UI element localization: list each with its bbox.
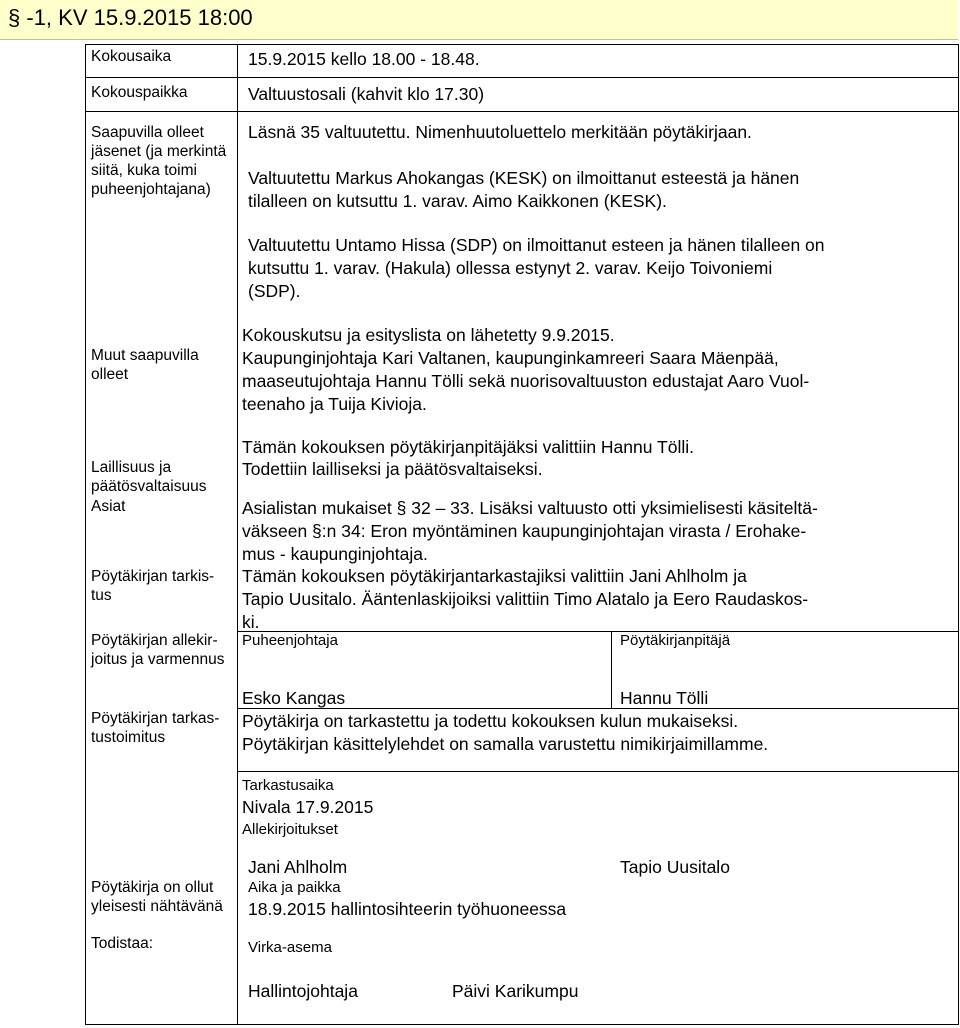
label-muut: [91, 346, 199, 384]
section-title: -1, KV 15.9.2015 18:00: [26, 5, 253, 30]
section-header: [8, 5, 253, 31]
label-line: Pöytäkirjan allekir-: [91, 632, 218, 649]
text-line: tilalleen on kutsuttu 1. varav. Aimo Kaikkonen (KESK).: [248, 191, 667, 211]
text-line: Asialistan mukaiset § 32 – 33. Lisäksi valtuusto otti yksimielisesti käsiteltä-: [242, 498, 818, 518]
value-virka-name: Päivi Karikumpu: [452, 981, 579, 1001]
label-nahtavana: [91, 878, 223, 916]
value-asiat: [242, 497, 818, 566]
label-virka-asema: Virka-asema: [248, 939, 332, 956]
value-kokouskutsu: Kokouskutsu ja esityslista on lähetetty 9.9.2015.: [242, 325, 615, 345]
label-line: Laillisuus ja: [91, 459, 172, 476]
label-line: Pöytäkirjan tarkas-: [91, 710, 220, 727]
text-line: Kaupunginjohtaja Kari Valtanen, kaupunginkamreeri Saara Mäenpää,: [242, 348, 779, 368]
value-laillisuus: Todettiin lailliseksi ja päätösvaltaiseksi.: [242, 459, 543, 479]
label-line: siitä, kuka toimi: [91, 162, 197, 179]
label-laillisuus: [91, 458, 206, 496]
label-allekirjoitukset: Allekirjoitukset: [242, 821, 338, 838]
tarkastus-divider: [237, 771, 959, 772]
label-kokouspaikka: Kokouspaikka: [91, 84, 188, 101]
text-line: (SDP).: [248, 281, 301, 301]
text-line: Pöytäkirjan käsittelylehdet on samalla varustettu nimikirjaimillamme.: [242, 734, 769, 754]
value-muut: [242, 347, 809, 416]
label-line: tus: [91, 587, 112, 604]
label-line: Pöytäkirja on ollut: [91, 879, 214, 896]
signer-ahlholm: Jani Ahlholm: [248, 857, 348, 877]
label-asiat: Asiat: [91, 498, 126, 515]
row-divider-2: [85, 111, 959, 112]
row-divider-1: [85, 77, 959, 78]
text-line: Tapio Uusitalo. Ääntenlaskijoiksi valittiin Timo Alatalo ja Eero Raudaskos-: [242, 589, 809, 609]
label-line: Saapuvilla olleet: [91, 124, 204, 141]
label-line: tustoimitus: [91, 729, 166, 746]
text-line: mus - kaupunginjohtaja.: [242, 544, 428, 564]
text-line: maaseutujohtaja Hannu Tölli sekä nuorisovaltuuston edustajat Aaro Vuol-: [242, 371, 810, 391]
value-aika-paikka: 18.9.2015 hallintosihteerin työhuoneessa: [248, 899, 567, 919]
value-tarkastajat: [242, 565, 808, 634]
signature-divider: [611, 631, 612, 708]
text-line: kutsuttu 1. varav. (Hakula) ollessa estynyt 2. varav. Keijo Toivoniemi: [248, 258, 773, 278]
text-line: ki.: [242, 612, 260, 632]
text-line: teenaho ja Tuija Kivioja.: [242, 394, 427, 414]
signature-puheenjohtaja: Esko Kangas: [242, 688, 346, 708]
text-line: Tämän kokouksen pöytäkirjantarkastajiksi valittiin Jani Ahlholm ja: [242, 566, 747, 586]
label-line: Pöytäkirjan tarkis-: [91, 568, 215, 585]
value-virka-asema: Hallintojohtaja: [248, 981, 358, 1001]
label-tarkastusaika: Tarkastusaika: [242, 777, 334, 794]
label-aika-paikka: Aika ja paikka: [248, 879, 341, 896]
value-ahokangas: [248, 167, 799, 213]
label-poytakirjanpitaja: Pöytäkirjanpitäjä: [620, 632, 731, 649]
text-line: väkseen §:n 34: Eron myöntäminen kaupunginjohtajan virasta / Erohake-: [242, 521, 807, 541]
value-tarkastettu: [242, 710, 768, 756]
label-line: yleisesti nähtävänä: [91, 898, 223, 915]
label-todistaa: Todistaa:: [91, 935, 154, 952]
label-line: joitus ja varmennus: [91, 651, 225, 668]
text-line: Pöytäkirja on tarkastettu ja todettu kokouksen kulun mukaiseksi.: [242, 711, 739, 731]
label-puheenjohtaja: Puheenjohtaja: [242, 632, 338, 649]
signature-poytakirjanpitaja: Hannu Tölli: [620, 688, 709, 708]
label-line: puheenjohtajana): [91, 181, 211, 198]
label-allekirjoitus: [91, 631, 225, 669]
column-divider: [237, 44, 238, 1025]
signer-uusitalo: Tapio Uusitalo: [620, 857, 730, 877]
label-tarkistus: [91, 567, 214, 605]
value-lasna: Läsnä 35 valtuutettu. Nimenhuutoluettelo merkitään pöytäkirjaan.: [248, 122, 752, 142]
text-line: Valtuutettu Untamo Hissa (SDP) on ilmoittanut esteen ja hänen tilalleen on: [248, 235, 825, 255]
label-saapuvilla: [91, 123, 226, 199]
value-tarkastusaika: Nivala 17.9.2015: [242, 797, 374, 817]
label-line: päätösvaltaisuus: [91, 478, 207, 495]
value-hissa: [248, 234, 825, 303]
signature-table-bottom: [237, 708, 959, 709]
text-line: Valtuutettu Markus Ahokangas (KESK) on ilmoittanut esteestä ja hänen: [248, 168, 800, 188]
label-line: jäsenet (ja merkintä: [91, 143, 227, 160]
label-line: olleet: [91, 366, 129, 383]
section-sign: §: [8, 5, 21, 30]
value-sihteeri: Tämän kokouksen pöytäkirjanpitäjäksi valittiin Hannu Tölli.: [242, 437, 694, 457]
label-tarkastustoimitus: [91, 709, 219, 747]
label-kokousaika: Kokousaika: [91, 48, 172, 65]
value-kokousaika: 15.9.2015 kello 18.00 - 18.48.: [248, 49, 480, 69]
value-kokouspaikka: Valtuustosali (kahvit klo 17.30): [248, 84, 485, 104]
label-line: Muut saapuvilla: [91, 347, 199, 364]
